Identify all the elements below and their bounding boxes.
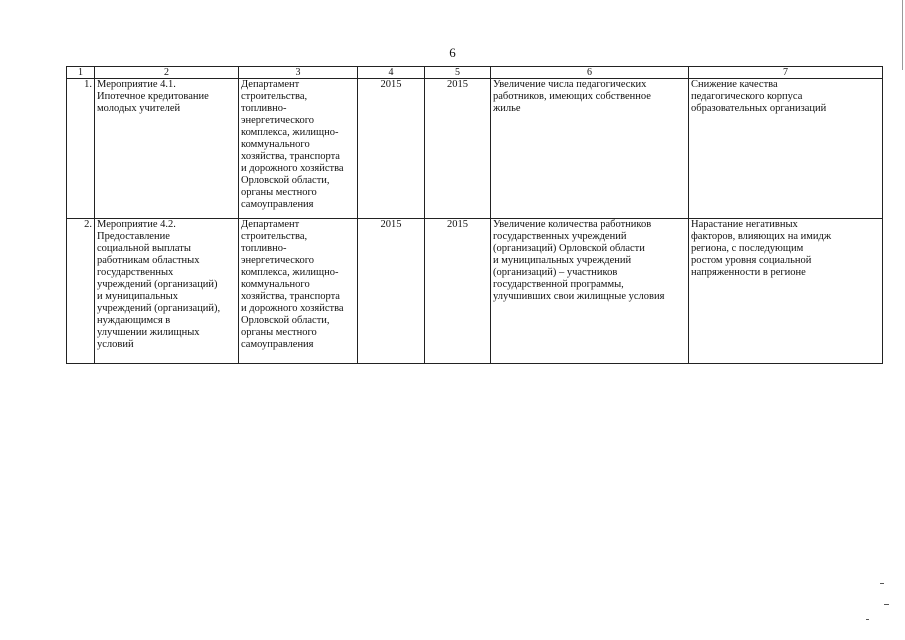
scan-artifact (884, 604, 889, 605)
consequence-text: Нарастание негативных факторов, влияющих на имидж региона, с последующим ростом уровня социальной напряженности в регионе (691, 219, 832, 278)
consequence-text: Снижение качества педагогического корпуса образовательных организаций (691, 79, 827, 114)
header-col-3: 3 (239, 67, 358, 79)
executor-cell (239, 219, 358, 364)
table-row (67, 79, 883, 219)
end-year: 2015 (425, 219, 491, 364)
row-number: 1. (67, 79, 95, 219)
measures-table (66, 66, 883, 364)
measure-text: Мероприятие 4.2. Предоставление социальной выплаты работникам областных государственных учреждений (организаций) и муниципальных учреждений (организаций), нуждающимся в улучшении жилищных условий (97, 219, 221, 350)
header-row (67, 67, 883, 79)
table-row (67, 219, 883, 364)
row-number: 2. (67, 219, 95, 364)
executor-text: Департамент строительства, топливно- энергетического комплекса, жилищно- коммунального хозяйства, транспорта и дорожного хозяйства Орловской области, органы местного самоуправления (241, 79, 344, 210)
scan-artifact (866, 619, 869, 620)
header-col-4: 4 (358, 67, 425, 79)
result-text: Увеличение числа педагогических работников, имеющих собственное жилье (493, 79, 651, 114)
measure-cell (95, 219, 239, 364)
header-col-7: 7 (689, 67, 883, 79)
measure-text: Мероприятие 4.1. Ипотечное кредитование молодых учителей (97, 79, 209, 114)
executor-cell (239, 79, 358, 219)
consequence-cell (689, 219, 883, 364)
result-cell (491, 219, 689, 364)
result-text: Увеличение количества работников государственных учреждений (организаций) Орловской области и муниципальных учреждений (организаций) – участников государственной программы, улучшивших свои жилищные условия (493, 219, 665, 302)
header-col-2: 2 (95, 67, 239, 79)
measure-cell (95, 79, 239, 219)
result-cell (491, 79, 689, 219)
header-col-6: 6 (491, 67, 689, 79)
end-year: 2015 (425, 79, 491, 219)
scan-artifact (880, 583, 884, 584)
page-number: 6 (449, 45, 456, 60)
start-year: 2015 (358, 219, 425, 364)
consequence-cell (689, 79, 883, 219)
header-col-1: 1 (67, 67, 95, 79)
start-year: 2015 (358, 79, 425, 219)
executor-text: Департамент строительства, топливно- энергетического комплекса, жилищно- коммунального хозяйства, транспорта и дорожного хозяйства Орловской области, органы местного самоуправления (241, 219, 344, 350)
header-col-5: 5 (425, 67, 491, 79)
